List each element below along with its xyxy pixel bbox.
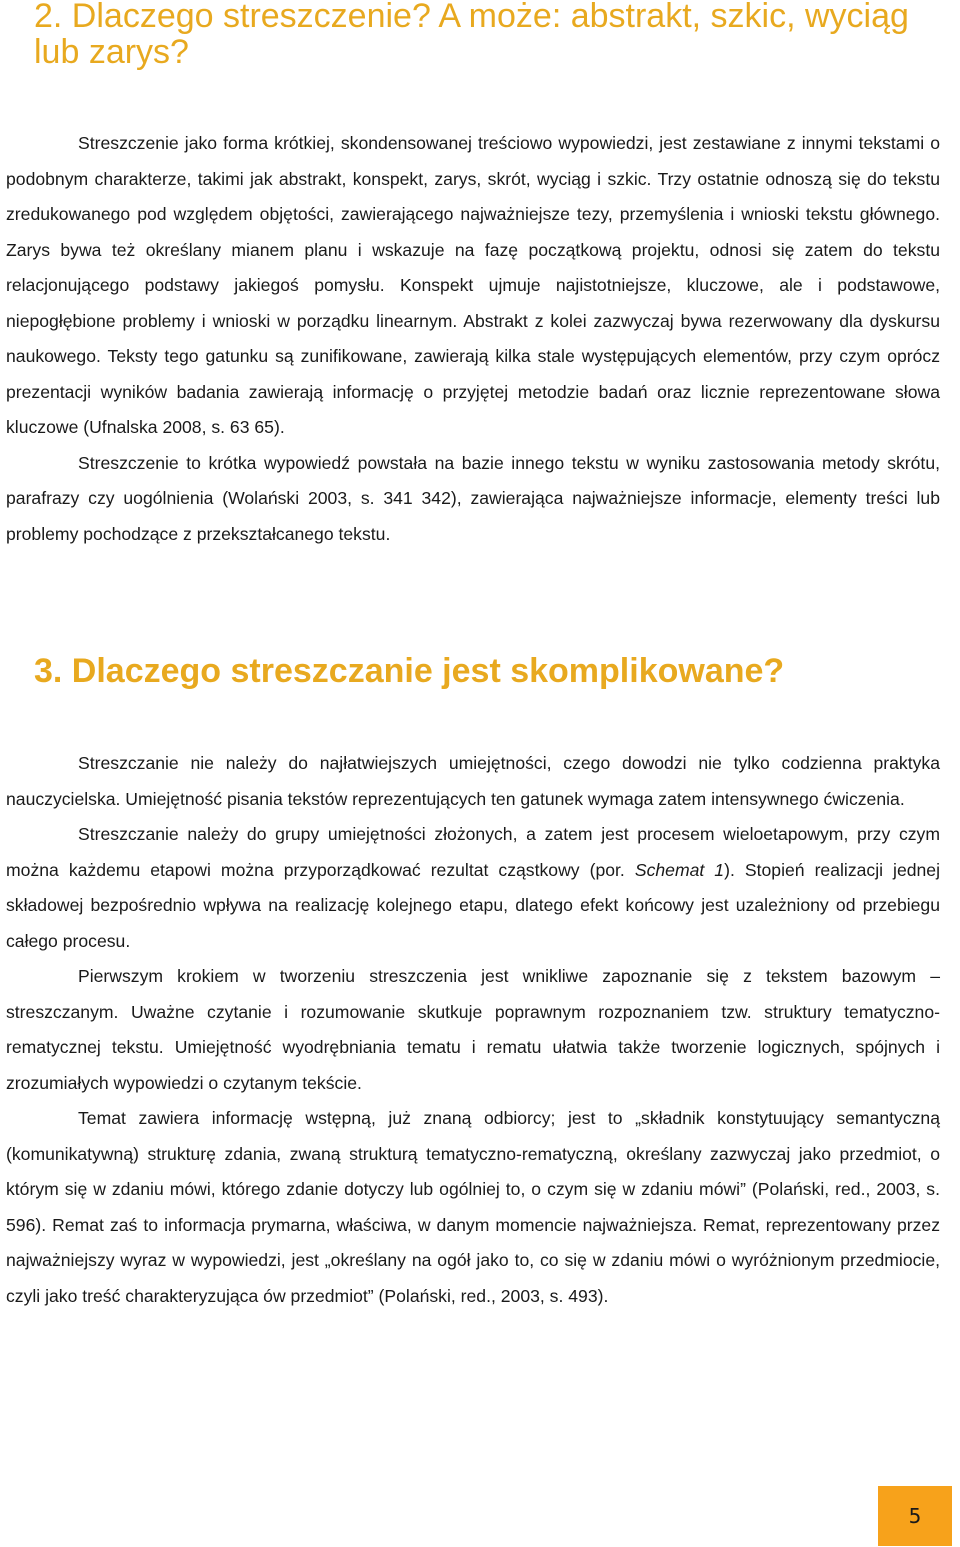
section-3-paragraph-4: Temat zawiera informację wstępną, już znaną odbiorcy; jest to „składnik konstytuujący semantyczną (komunikatywną) strukturę zdania, zwaną strukturą tematyczno-rematyczną, określany zazwyczaj jako przedmiot, o którym się w zdaniu mówi, którego zdanie dotyczy lub ogólniej to, o czym się w zdaniu mówi” (Polański, red., 2003, s. 596). Remat zaś to informacja prymarna, właściwa, w danym momencie najważniejsza. Remat, reprezentowany przez najważniejszy wyraz w wypowiedzi, jest „określany na ogół jako to, co się w zdaniu mówi o wyróżnionym przedmiocie, czyli jako treść charakteryzująca ów przedmiot” (Polański, red., 2003, s. 493). bbox=[6, 1108, 940, 1306]
section-2-body bbox=[6, 126, 940, 552]
section-3-heading: 3. Dlaczego streszczanie jest skomplikowane? bbox=[34, 652, 785, 690]
paragraph-2-text-end: ). Stopień realizacji jednej składowej bezpośrednio wpływa na realizację kolejnego etapu, dlatego efekt końcowy jest uzależniony od przebiegu całego procesu. bbox=[6, 859, 941, 951]
section-3-paragraph-2 bbox=[6, 817, 940, 959]
section-2-heading: 2. Dlaczego streszczenie? A może: abstrakt, szkic, wyciąg lub zarys? bbox=[34, 0, 909, 71]
section-3-body bbox=[6, 746, 940, 1314]
page-number-badge: 5 bbox=[878, 1486, 952, 1546]
section-2-paragraph-1: Streszczenie jako forma krótkiej, skondensowanej treściowo wypowiedzi, jest zestawiane z innymi tekstami o podobnym charakterze, takimi jak abstrakt, konspekt, zarys, skrót, wyciąg i szkic. Trzy ostatnie odnoszą się do tekstu zredukowanego pod względem objętości, zawierającego najważniejsze tezy, przemyślenia i wnioski tekstu głównego. Zarys bywa też określany mianem planu i wskazuje na fazę początkową projektu, odnosi się zatem do tekstu relacjonującego podstawy jakiegoś pomysłu. Konspekt ujmuje najistotniejsze, kluczowe, ale i podstawowe, niepogłębione problemy i wnioski w porządku linearnym. Abstrakt z kolei zazwyczaj bywa rezerwowany dla dyskursu naukowego. Teksty tego gatunku są zunifikowane, zawierają kilka stale występujących elementów, przy czym oprócz prezentacji wyników badania zawierają informację o przyjętej metodzie badań oraz licznie reprezentowane słowa kluczowe (Ufnalska 2008, s. 63 65). bbox=[6, 133, 940, 437]
section-3-paragraph-1: Streszczanie nie należy do najłatwiejszych umiejętności, czego dowodzi nie tylko codzienna praktyka nauczycielska. Umiejętność pisania tekstów reprezentujących ten gatunek wymaga zatem intensywnego ćwiczenia. bbox=[6, 753, 940, 809]
section-2-paragraph-2: Streszczenie to krótka wypowiedź powstała na bazie innego tekstu w wyniku zastosowania metody skrótu, parafrazy czy uogólnienia (Wolański 2003, s. 341 342), zawierająca najważniejsze informacje, elementy treści lub problemy pochodzące z przekształcanego tekstu. bbox=[6, 452, 940, 544]
schemat-reference: Schemat 1 bbox=[634, 859, 725, 880]
section-3-paragraph-3: Pierwszym krokiem w tworzeniu streszczenia jest wnikliwe zapoznanie się z tekstem bazowym – streszczanym. Uważne czytanie i rozumowanie skutkuje poprawnym rozpoznaniem tzw. struktury tematyczno-rematycznej tekstu. Umiejętność wyodrębniania tematu i rematu ułatwia także tworzenie logicznych, spójnych i zrozumiałych wypowiedzi o czytanym tekście. bbox=[6, 966, 940, 1093]
paragraph-2-text-start: Streszczanie należy do grupy umiejętności złożonych, a zatem jest procesem wieloetapowym, przy czym można każdemu etapowi można przyporządkować rezultat cząstkowy (por. bbox=[6, 824, 940, 880]
